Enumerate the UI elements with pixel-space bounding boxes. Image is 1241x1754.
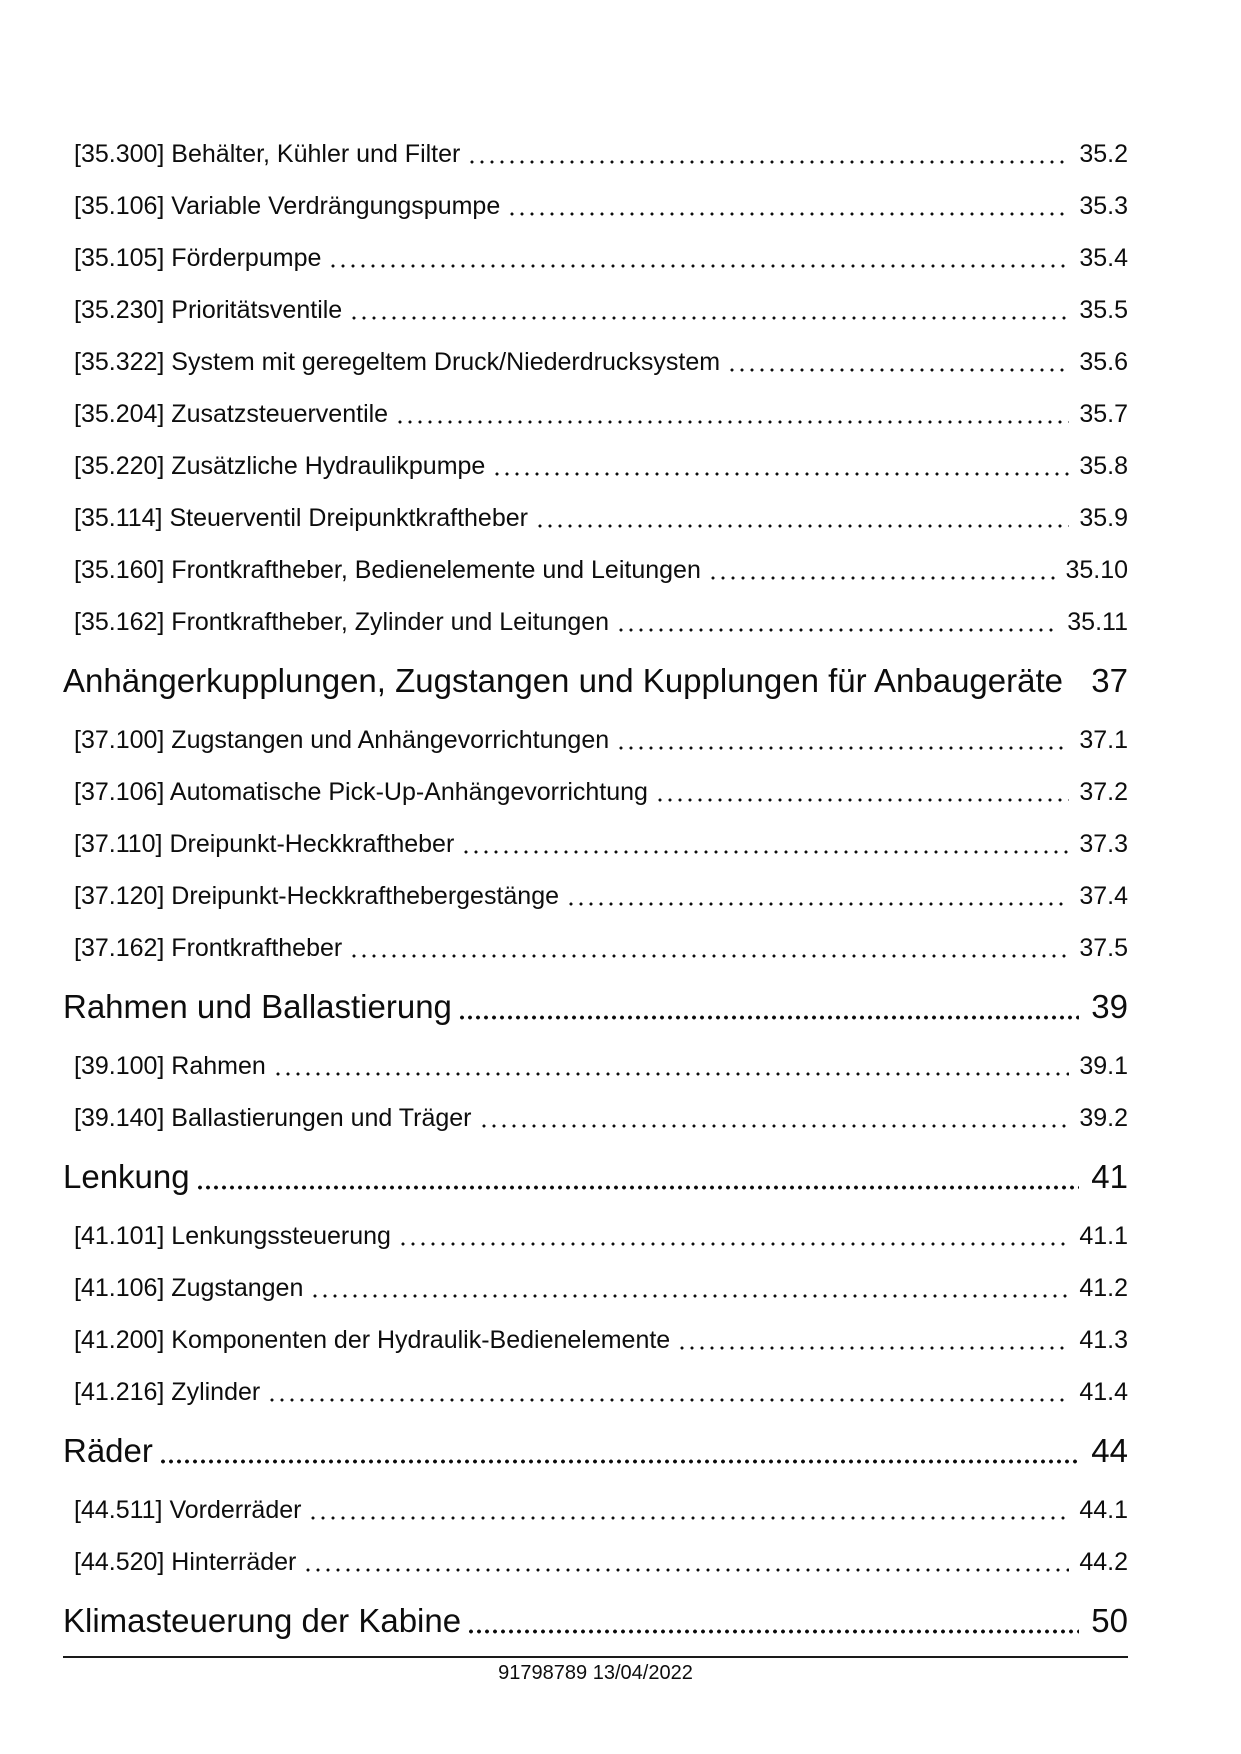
toc-entry-label: [44.520] Hinterräder xyxy=(74,1548,297,1576)
toc-entry[interactable] xyxy=(63,1040,1128,1092)
toc-entry-label: [35.106] Variable Verdrängungspumpe xyxy=(74,192,501,220)
toc-entry-label: [41.216] Zylinder xyxy=(74,1378,261,1406)
toc-entry-page: 37.1 xyxy=(1079,726,1128,754)
toc-entry[interactable] xyxy=(63,1092,1128,1144)
toc-entry-page: 37.5 xyxy=(1079,934,1128,962)
toc-section-heading[interactable] xyxy=(63,1144,1128,1210)
toc-entry-page: 35.6 xyxy=(1079,348,1128,376)
toc-entry-label: [44.511] Vorderräder xyxy=(74,1496,302,1524)
toc-entry-page: 35.9 xyxy=(1079,504,1128,532)
toc-entry-label: [35.160] Frontkraftheber, Bedienelemente und Leitungen xyxy=(74,556,701,584)
toc-entry-label: [37.100] Zugstangen und Anhängevorrichtungen xyxy=(74,726,610,754)
toc-entry-label: [41.101] Lenkungssteuerung xyxy=(74,1222,391,1250)
toc-entry[interactable] xyxy=(63,440,1128,492)
dot-leader xyxy=(467,128,1069,180)
dot-leader xyxy=(467,1588,1079,1654)
toc-entry[interactable] xyxy=(63,1314,1128,1366)
toc-entry[interactable] xyxy=(63,180,1128,232)
toc-entry-label: [39.140] Ballastierungen und Träger xyxy=(74,1104,472,1132)
toc-section-35 xyxy=(63,128,1128,648)
toc-entry[interactable] xyxy=(63,1484,1128,1536)
dot-leader xyxy=(566,870,1069,922)
toc-entry-page: 35.11 xyxy=(1067,608,1128,636)
toc-entry-label: [37.110] Dreipunkt-Heckkraftheber xyxy=(74,830,455,858)
dot-leader xyxy=(708,544,1056,596)
toc-entry[interactable] xyxy=(63,128,1128,180)
toc-entry-page: 41.1 xyxy=(1079,1222,1128,1250)
toc-entry-page: 44.2 xyxy=(1079,1548,1128,1576)
toc-entry-page: 41.3 xyxy=(1079,1326,1128,1354)
toc-heading-page: 44 xyxy=(1091,1432,1128,1469)
dot-leader xyxy=(349,922,1069,974)
toc-entry-label: [37.120] Dreipunkt-Heckkrafthebergestänge xyxy=(74,882,560,910)
toc-entry-page: 41.2 xyxy=(1079,1274,1128,1302)
toc-section-41 xyxy=(63,1144,1128,1418)
dot-leader xyxy=(616,596,1057,648)
toc-section-heading[interactable] xyxy=(63,1418,1128,1484)
toc-section-heading[interactable] xyxy=(63,974,1128,1040)
toc-entry[interactable] xyxy=(63,388,1128,440)
dot-leader xyxy=(308,1484,1069,1536)
dot-leader xyxy=(398,1210,1069,1262)
toc-entry-page: 37.3 xyxy=(1079,830,1128,858)
page-footer xyxy=(63,1656,1128,1685)
toc-entry-label: [39.100] Rahmen xyxy=(74,1052,266,1080)
toc-entry[interactable] xyxy=(63,818,1128,870)
dot-leader xyxy=(535,492,1069,544)
dot-leader xyxy=(267,1366,1069,1418)
dot-leader xyxy=(616,714,1069,766)
toc-entry-label: [35.220] Zusätzliche Hydraulikpumpe xyxy=(74,452,486,480)
toc-entry[interactable] xyxy=(63,766,1128,818)
toc-entry-label: [41.106] Zugstangen xyxy=(74,1274,304,1302)
toc-entry-page: 35.4 xyxy=(1079,244,1128,272)
dot-leader xyxy=(303,1536,1069,1588)
toc-entry-label: [41.200] Komponenten der Hydraulik-Bedienelemente xyxy=(74,1326,671,1354)
dot-leader xyxy=(196,1144,1080,1210)
toc-entry-label: [35.105] Förderpumpe xyxy=(74,244,322,272)
table-of-contents xyxy=(63,128,1128,1654)
toc-heading-page: 41 xyxy=(1091,1158,1128,1195)
footer-rule xyxy=(63,1656,1128,1658)
footer-text: 91798789 13/04/2022 xyxy=(498,1662,693,1684)
toc-heading-label: Rahmen und Ballastierung xyxy=(63,988,452,1025)
toc-entry-label: [35.162] Frontkraftheber, Zylinder und Leitungen xyxy=(74,608,610,636)
toc-entry[interactable] xyxy=(63,922,1128,974)
toc-section-39 xyxy=(63,974,1128,1144)
toc-entry[interactable] xyxy=(63,1536,1128,1588)
toc-entry-label: [35.230] Prioritätsventile xyxy=(74,296,343,324)
dot-leader xyxy=(727,336,1069,388)
toc-entry-label: [35.322] System mit geregeltem Druck/Niederdrucksystem xyxy=(74,348,721,376)
toc-entry-page: 35.3 xyxy=(1079,192,1128,220)
toc-entry[interactable] xyxy=(63,336,1128,388)
dot-leader xyxy=(395,388,1069,440)
dot-leader xyxy=(458,974,1079,1040)
toc-entry[interactable] xyxy=(63,596,1128,648)
toc-entry-page: 37.2 xyxy=(1079,778,1128,806)
toc-entry-page: 37.4 xyxy=(1079,882,1128,910)
dot-leader xyxy=(461,818,1069,870)
toc-entry[interactable] xyxy=(63,714,1128,766)
toc-entry-page: 39.1 xyxy=(1079,1052,1128,1080)
dot-leader xyxy=(507,180,1069,232)
toc-heading-label: Lenkung xyxy=(63,1158,190,1195)
toc-heading-page: 39 xyxy=(1091,988,1128,1025)
toc-entry[interactable] xyxy=(63,544,1128,596)
dot-leader xyxy=(492,440,1069,492)
dot-leader xyxy=(655,766,1069,818)
toc-entry[interactable] xyxy=(63,232,1128,284)
dot-leader xyxy=(349,284,1069,336)
toc-entry[interactable] xyxy=(63,1210,1128,1262)
dot-leader xyxy=(1069,648,1079,714)
toc-heading-label: Klimasteuerung der Kabine xyxy=(63,1602,462,1639)
toc-entry-label: [35.204] Zusatzsteuerventile xyxy=(74,400,389,428)
toc-entry-label: [35.114] Steuerventil Dreipunktkraftheber xyxy=(74,504,528,532)
toc-entry[interactable] xyxy=(63,492,1128,544)
toc-heading-page: 50 xyxy=(1091,1602,1128,1639)
toc-section-heading[interactable] xyxy=(63,1588,1128,1654)
toc-entry-page: 35.7 xyxy=(1079,400,1128,428)
toc-entry[interactable] xyxy=(63,1366,1128,1418)
toc-entry-page: 35.10 xyxy=(1065,556,1128,584)
toc-section-44 xyxy=(63,1418,1128,1588)
toc-heading-label: Räder xyxy=(63,1432,153,1469)
dot-leader xyxy=(159,1418,1079,1484)
dot-leader xyxy=(479,1092,1070,1144)
toc-entry[interactable] xyxy=(63,1262,1128,1314)
toc-heading-label: Anhängerkupplungen, Zugstangen und Kupplungen für Anbaugeräte xyxy=(63,662,1063,699)
dot-leader xyxy=(677,1314,1069,1366)
toc-entry-label: [37.162] Frontkraftheber xyxy=(74,934,343,962)
toc-entry-page: 35.5 xyxy=(1079,296,1128,324)
toc-section-37 xyxy=(63,648,1128,974)
toc-entry-label: [35.300] Behälter, Kühler und Filter xyxy=(74,140,461,168)
toc-entry-label: [37.106] Automatische Pick-Up-Anhängevorrichtung xyxy=(74,778,648,806)
toc-section-50 xyxy=(63,1588,1128,1654)
dot-leader xyxy=(328,232,1069,284)
toc-entry-page: 39.2 xyxy=(1079,1104,1128,1132)
dot-leader xyxy=(273,1040,1070,1092)
toc-entry-page: 44.1 xyxy=(1079,1496,1128,1524)
toc-entry-page: 35.8 xyxy=(1079,452,1128,480)
toc-entry-page: 41.4 xyxy=(1079,1378,1128,1406)
toc-entry[interactable] xyxy=(63,284,1128,336)
toc-section-heading[interactable] xyxy=(63,648,1128,714)
toc-entry-page: 35.2 xyxy=(1079,140,1128,168)
toc-entry[interactable] xyxy=(63,870,1128,922)
toc-heading-page: 37 xyxy=(1091,662,1128,699)
dot-leader xyxy=(310,1262,1069,1314)
